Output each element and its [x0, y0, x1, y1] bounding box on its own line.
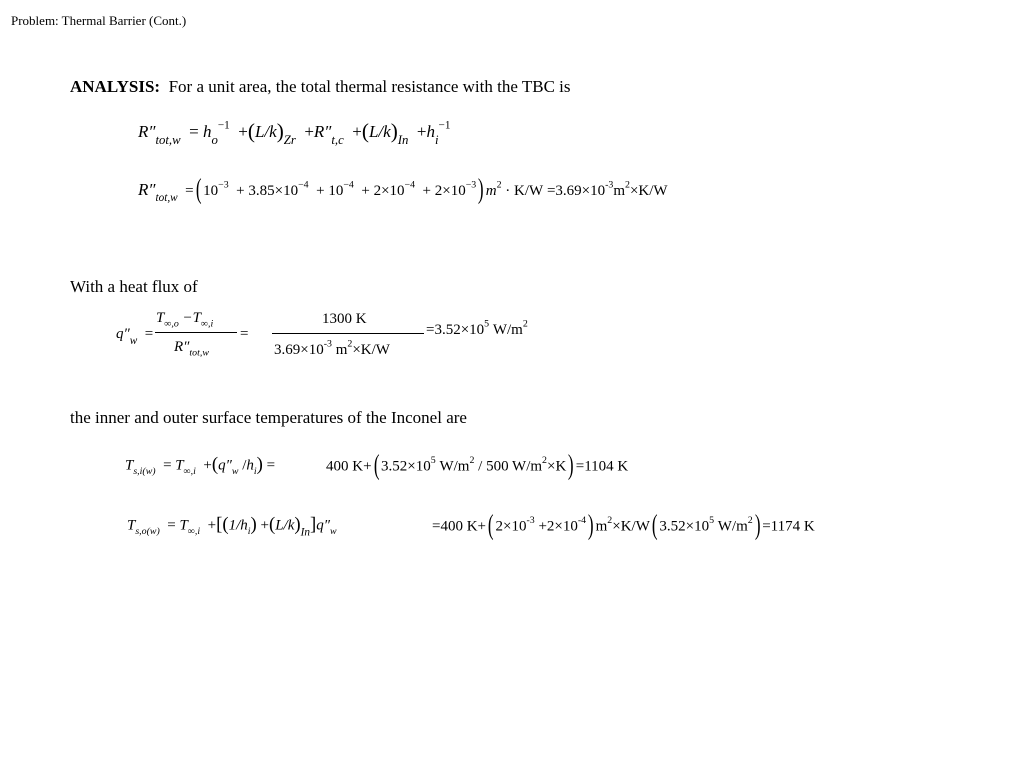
term-3-exp: −4 [343, 179, 354, 191]
outer-r2: +2×10 [538, 518, 578, 535]
den-unit: m [335, 342, 348, 358]
inner-temperature-value: 400 K+( $3.52\times 10^5$ $W/m^2 / 500$ $W/m^2\times K) =1104$ K [326, 450, 629, 481]
analysis-line [70, 77, 571, 97]
inner-flux: 3.52×10 [381, 458, 431, 475]
term-5: 2×10 [434, 183, 466, 199]
one-over-h: 1/h [228, 517, 248, 534]
outer-r2-exp: -4 [577, 515, 587, 527]
ho-subscript: o [211, 133, 218, 147]
outer-r-unit-exp: 2 [607, 515, 613, 527]
inner-flux-exp: 5 [430, 455, 436, 467]
flux-result-unit-exp: 2 [522, 318, 528, 330]
inner-h-value-rest: ×K [546, 458, 567, 475]
denominator-r-sub: tot,w [189, 347, 209, 359]
term-2: 3.85×10 [248, 183, 299, 199]
hi-symbol: h [426, 122, 435, 141]
outer-in-sub: In [300, 526, 310, 539]
term-5-exp: −3 [465, 179, 477, 191]
t-inf: T [175, 457, 184, 474]
zr-lk-term: L/k [254, 122, 277, 141]
q-inner-sub: w [231, 465, 239, 477]
outer-flux-exp: 5 [709, 515, 715, 527]
resistance-result-unit: m [613, 183, 626, 199]
heat-flux-lhs: $q''_w$ = [116, 326, 154, 348]
t-inf-outer-sub: ∞,i [187, 525, 201, 537]
q-outer: q″ [316, 517, 330, 534]
ts-inner-sub: s,i(w) [133, 465, 156, 477]
outer-flux: 3.52×10 [659, 518, 710, 535]
outer-r-unit-rest: ×K/W [612, 518, 650, 535]
resistance-result-exp: -3 [605, 179, 614, 191]
contact-resistance-symbol: R″ [313, 122, 332, 141]
den-exp: -3 [323, 338, 332, 350]
q-inner: q″ [218, 457, 232, 474]
heat-flux-value-numerator: 1300 K [322, 311, 367, 327]
t-inf-i-sub: ∞,i [201, 318, 214, 330]
resistance-subscript-2: tot,w [155, 192, 178, 205]
heat-flux-fraction-bar [155, 332, 237, 333]
resistance-result-unit-rest: ×K/W [629, 183, 668, 199]
analysis-intro: For a unit area, the total thermal resistance with the TBC is [168, 77, 571, 96]
surface-intro: the inner and outer surface temperatures of the Inconel are [70, 408, 467, 427]
heat-flux-value-fraction-bar [272, 333, 424, 334]
inner-h-value: 500 W/m [486, 458, 543, 475]
resistance-equation: $R''_{tot,w} = h_o^{-1} +(L/k)_{Zr} +R''_{t,c} +(L/k)_{In} +h_i^{-1}$ [138, 118, 451, 147]
h-inner-sub: i [253, 465, 257, 477]
inner-h-value-exp: 2 [542, 455, 547, 467]
ts-outer-sub: s,o(w) [135, 525, 160, 537]
outer-start: =400 K+ [432, 518, 487, 535]
t-inf-o: T [156, 310, 165, 326]
den-unit-rest: ×K/W [352, 342, 390, 358]
outer-flux-unit-exp: 2 [747, 515, 753, 527]
resistance-result: =3.69×10 [546, 183, 606, 199]
inner-flux-unit-exp: 2 [469, 455, 475, 467]
resistance-symbol-2: R″ [138, 180, 156, 199]
in-lk-term: L/k [368, 122, 391, 141]
term-2-exp: −4 [298, 179, 309, 191]
outer-lk: L/k [275, 517, 295, 534]
outer-result: =1174 K [762, 518, 815, 535]
contact-resistance-subscript: t,c [331, 133, 344, 147]
outer-r1-exp: -3 [526, 515, 535, 527]
inner-result: =1104 K [575, 458, 629, 475]
outer-r-unit: m [595, 518, 608, 535]
flux-result-exp: 5 [484, 318, 490, 330]
heat-flux-value-denominator [274, 338, 390, 359]
page-header: Problem: Thermal Barrier (Cont.) [11, 13, 187, 28]
term-3: 10 [328, 183, 344, 199]
t-inf-outer: T [179, 517, 188, 534]
inner-start: 400 K+ [326, 458, 372, 475]
resistance-subscript: tot,w [155, 133, 181, 147]
inner-flux-unit: W/m [439, 458, 470, 475]
t-inf-i: −T [182, 310, 202, 326]
resistance-symbol: R″ [138, 122, 156, 141]
den-base: 3.69×10 [274, 342, 324, 358]
term-1: 10 [203, 183, 219, 199]
heat-flux-denominator [174, 339, 209, 359]
denominator-r: R″ [174, 339, 190, 355]
outer-temperature-value: =400 K+( $2\times 10^{-3} +2\times 10^{-4}$) $m^2\times K/W$( $3.52\times 10^5$ $W/m^2) =1174$ K [432, 510, 815, 541]
q-outer-sub: w [330, 525, 337, 537]
term-4: 2×10 [373, 183, 405, 199]
heat-flux-result [426, 318, 528, 339]
unit-m-exp: 2 [496, 179, 502, 191]
flux-result-unit: W/m [492, 322, 523, 338]
inner-temperature-equation: $T_{s,i(w)} = T_{\infty,i} +(q''_w$ $/h_i$) = [125, 454, 276, 477]
outer-r1: 2×10 [495, 518, 527, 535]
hi-subscript: i [434, 133, 439, 147]
one-over-h-sub: i [247, 525, 251, 537]
h-inner: h [246, 457, 254, 474]
t-inf-o-sub: ∞,o [164, 318, 179, 330]
t-inf-sub: ∞,i [183, 465, 196, 477]
ts-inner: T [125, 457, 134, 474]
heat-flux-numerator [156, 310, 214, 330]
heat-flux-subscript: w [129, 335, 138, 348]
equals-sign: = [240, 326, 249, 342]
heat-flux-intro: With a heat flux of [70, 277, 198, 296]
heat-flux-symbol: q″ [116, 326, 130, 342]
outer-flux-unit: W/m [717, 518, 748, 535]
unit-m: m [485, 183, 497, 199]
analysis-label: ANALYSIS: [70, 77, 161, 96]
resistance-result-unit-exp: 2 [625, 179, 630, 191]
ho-symbol: h [202, 122, 212, 141]
outer-temperature-equation: $T_{s,o(w)} = T_{\infty,i} +[(1/h_i) +(L/k)_{In}]q''_w$ [127, 514, 337, 539]
den-unit-exp: 2 [347, 338, 353, 350]
ho-exponent: −1 [217, 119, 230, 132]
resistance-numeric-equation: $R''_{tot,w}$ =( $10^{-3} + 3.85\times 10^{-4} + 10^{-4} + 2\times 10^{-4} + 2\times 10^{-3}$) $m^2 \cdot K/W =3.69\times 10^{-3}m^2\times K/W$ [138, 174, 668, 206]
zr-subscript: Zr [283, 133, 296, 147]
ts-outer: T [127, 517, 136, 534]
term-4-exp: −4 [404, 179, 416, 191]
term-1-exp: −3 [218, 179, 229, 191]
unit-kw: · K/W [505, 183, 544, 199]
flux-result: =3.52×10 [426, 322, 485, 338]
hi-exponent: −1 [438, 119, 451, 132]
in-subscript: In [397, 133, 409, 147]
